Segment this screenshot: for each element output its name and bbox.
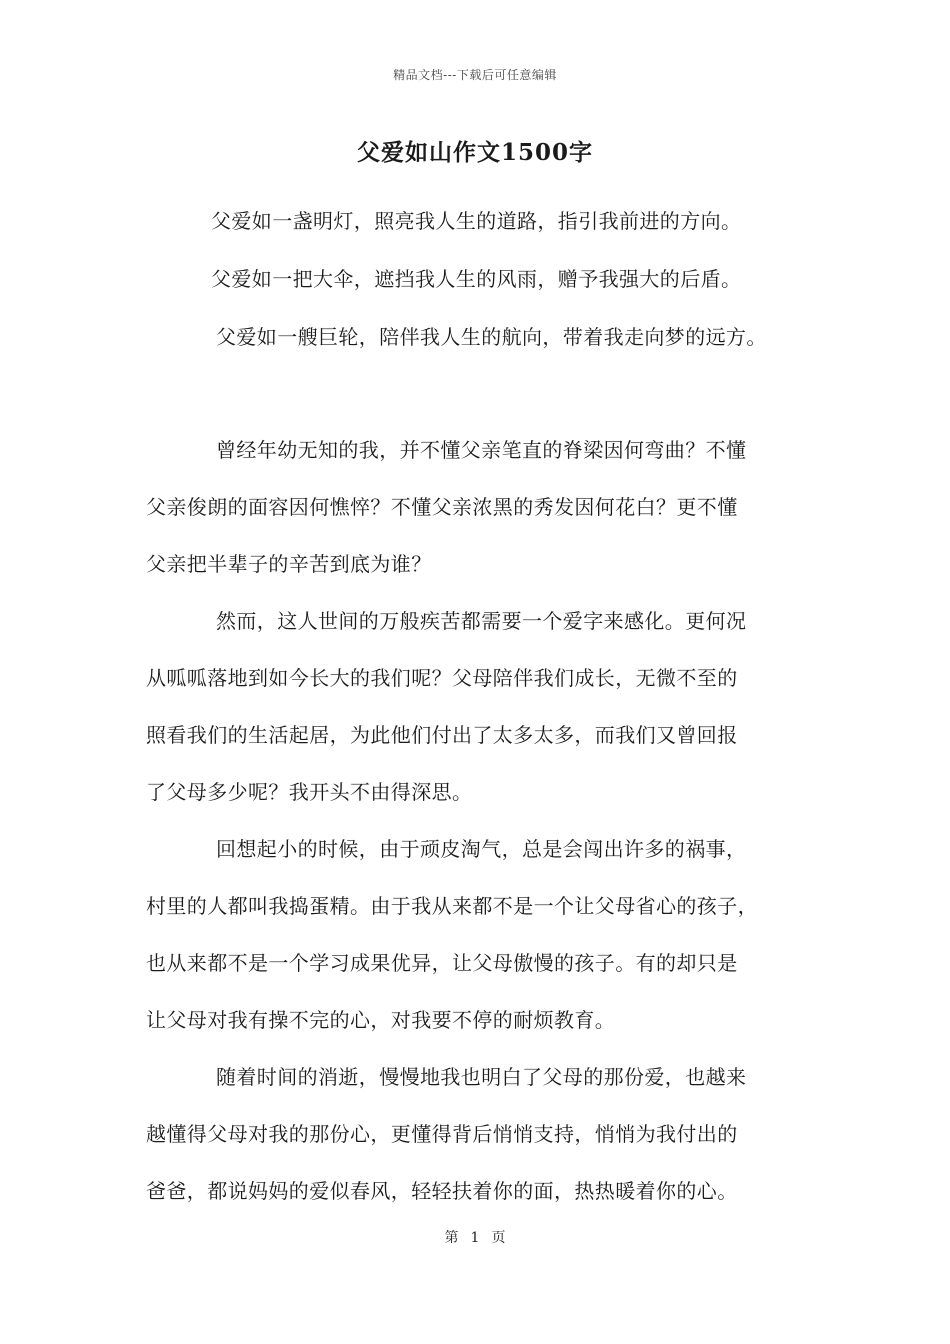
- page-suffix: 页: [491, 1230, 506, 1246]
- body-line: 也从来都不是一个学习成果优异，让父母傲慢的孩子。有的却只是: [146, 951, 738, 975]
- intro-line: 父爱如一艘巨轮，陪伴我人生的航向，带着我走向梦的远方。: [216, 325, 767, 349]
- page-number-footer: [0, 1227, 950, 1247]
- intro-line: 父爱如一盏明灯，照亮我人生的道路，指引我前进的方向。: [211, 209, 742, 233]
- body-line: 从呱呱落地到如今长大的我们呢？父母陪伴我们成长，无微不至的: [146, 666, 738, 690]
- document-title: 父爱如山作文1500字: [356, 139, 593, 166]
- body-line: 让父母对我有操不完的心，对我要不停的耐烦教育。: [146, 1008, 616, 1032]
- intro-line: 父爱如一把大伞，遮挡我人生的风雨，赠予我强大的后盾。: [211, 267, 742, 291]
- body-line: 父亲把半辈子的辛苦到底为谁？: [146, 552, 432, 576]
- body-line: 村里的人都叫我捣蛋精。由于我从来都不是一个让父母省心的孩子，: [146, 894, 758, 918]
- body-line: 随着时间的消逝，慢慢地我也明白了父母的那份爱，也越来: [216, 1065, 747, 1089]
- body-line: 回想起小的时候，由于顽皮淘气，总是会闯出许多的祸事，: [216, 837, 747, 861]
- body-line: 父亲俊朗的面容因何憔悴？不懂父亲浓黑的秀发因何花白？更不懂: [146, 495, 738, 519]
- body-line: 了父母多少呢？我开头不由得深思。: [146, 780, 473, 804]
- page-number: 1: [470, 1230, 480, 1246]
- body-line: 照看我们的生活起居，为此他们付出了太多太多，而我们又曾回报: [146, 723, 738, 747]
- page-prefix: 第: [444, 1230, 459, 1246]
- page-header: 精品文档---下载后可任意编辑: [393, 68, 557, 82]
- body-line: 曾经年幼无知的我，并不懂父亲笔直的脊梁因何弯曲？不懂: [216, 438, 747, 462]
- body-line: 然而，这人世间的万般疾苦都需要一个爱字来感化。更何况: [216, 609, 747, 633]
- body-line: 越懂得父母对我的那份心，更懂得背后悄悄支持，悄悄为我付出的: [146, 1122, 738, 1146]
- body-line: 爸爸，都说妈妈的爱似春风，轻轻扶着你的面，热热暖着你的心。: [146, 1179, 738, 1203]
